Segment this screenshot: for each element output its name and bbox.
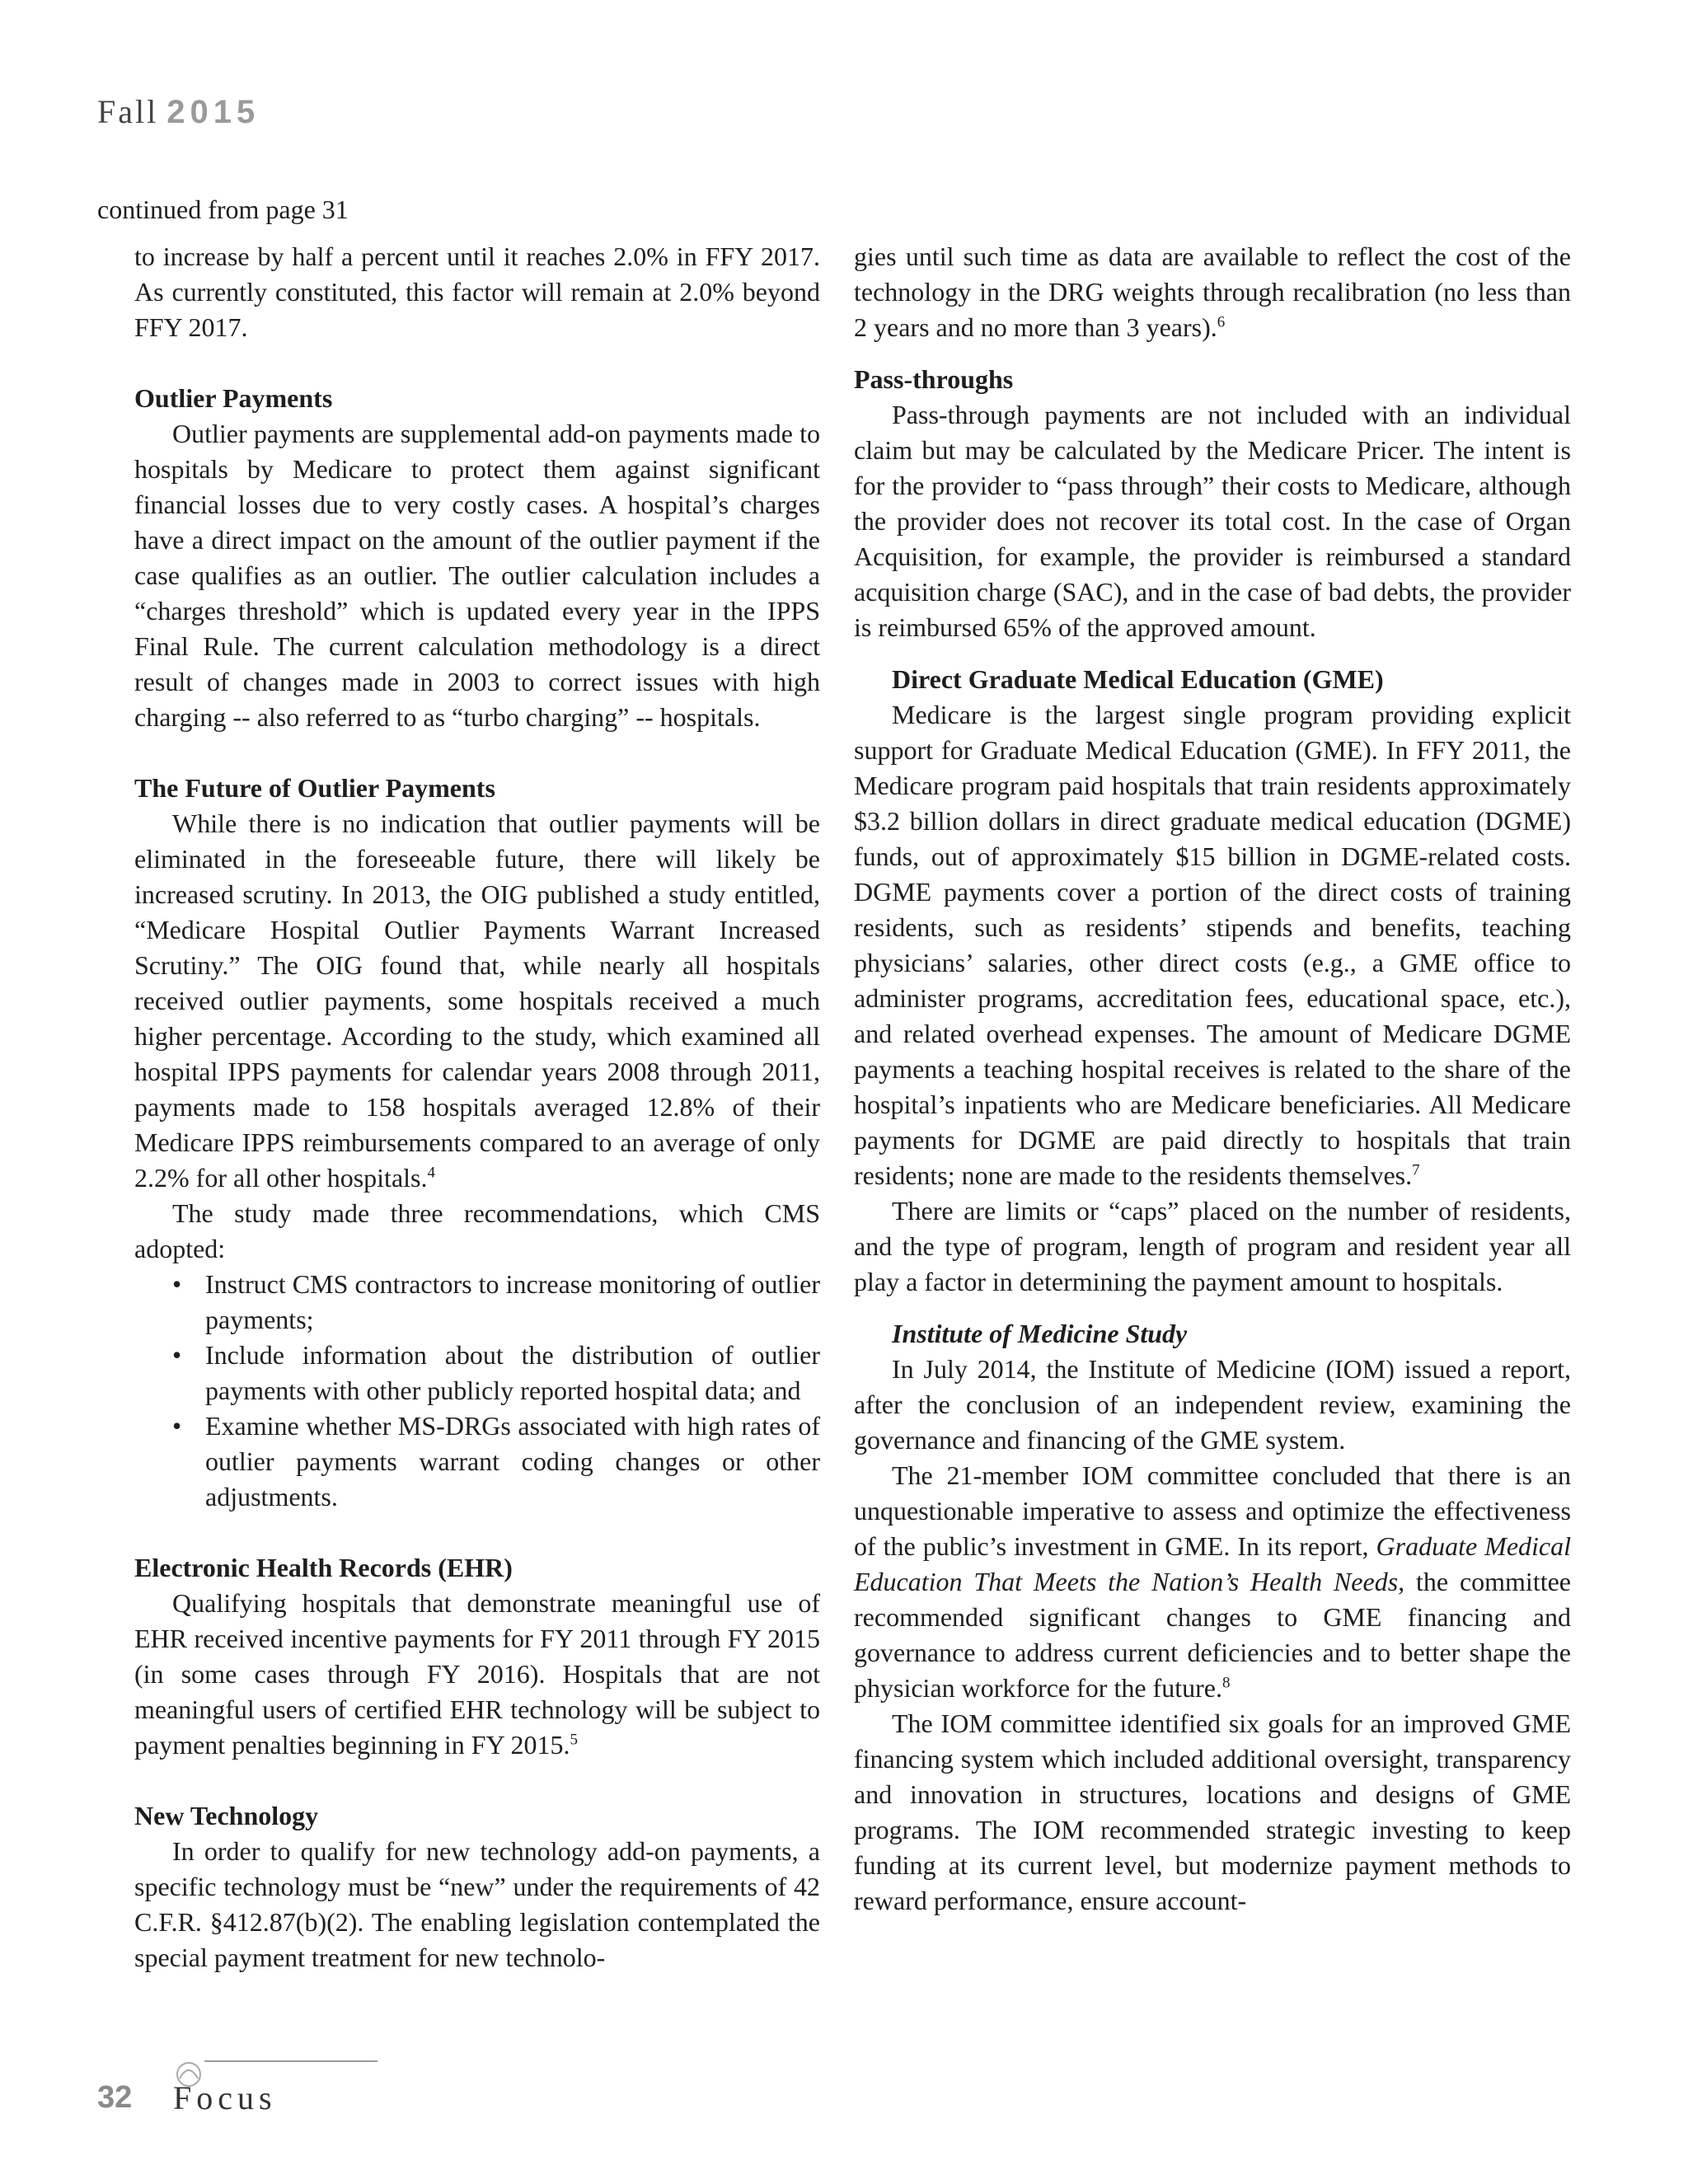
footnote-ref-6[interactable]: 6 xyxy=(1217,313,1226,331)
list-item: • Include information about the distribution of outlier payments with other publicly reported hospital data; and xyxy=(134,1338,820,1408)
footer-rule xyxy=(204,2060,377,2062)
page-number: 32 xyxy=(97,2080,133,2115)
list-item: • Examine whether MS-DRGs associated with high rates of outlier payments warrant coding changes or other adjustments. xyxy=(134,1408,820,1515)
heading-new-technology: New Technology xyxy=(134,1801,319,1830)
paragraph-iom-1: In July 2014, the Institute of Medicine (IOM) issued a report, after the conclusion of an independent review, examining the governance and financing of the GME system. xyxy=(854,1354,1571,1455)
running-header xyxy=(97,92,260,131)
paragraph-outlier-payments: Outlier payments are supplemental add-on payments made to hospitals by Medicare to protect them against significant financial losses due to very costly cases. A hospital’s charges have a direct impact on the amount of the outlier payment if the case qualifies as an outlier. The outlier calculation includes a “charges threshold” which is updated every year in the IPPS Final Rule. The current calculation methodology is a direct result of changes made in 2003 to correct issues with high charging -- also referred to as “turbo charging” -- hospitals. xyxy=(134,419,820,732)
paragraph-gme-2: There are limits or “caps” placed on the number of residents, and the type of program, length of program and resident year all play a factor in determining the payment amount to hospitals. xyxy=(854,1196,1571,1296)
header-year: 2015 xyxy=(166,94,260,130)
paragraph-study-recommendations: The study made three recommendations, which CMS adopted: xyxy=(134,1198,820,1263)
heading-direct-gme: Direct Graduate Medical Education (GME) xyxy=(892,664,1384,694)
right-column xyxy=(854,239,1571,1919)
paragraph-gme-1: Medicare is the largest single program providing explicit support for Graduate Medical Education (GME). In FFY 2011, the Medicare program paid hospitals that train residents approximately $3.2 billion dollars in direct graduate medical education (DGME) funds, out of approximately $15 billion in DGME-related costs. DGME payments cover a portion of the direct costs of training residents, such as residents’ stipends and benefits, teaching physicians’ salaries, other direct costs (e.g., a GME office to administer programs, accreditation fees, educational space, etc.), and related overhead expenses. The amount of Medicare DGME payments a teaching hospital receives is related to the share of the hospital’s inpatients who are Medicare beneficiaries. All Medicare payments for DGME are paid directly to hospitals that train residents; none are made to the residents themselves.$^7$ xyxy=(854,700,1571,1190)
footnote-ref-8[interactable]: 8 xyxy=(1221,1674,1231,1692)
paragraph-pass-throughs: Pass-through payments are not included with an individual claim but may be calculated by the Medicare Pricer. The intent is for the provider to “pass through” their costs to Medicare, although the provider does not recover its total cost. In the case of Organ Acquisition, for example, the provider is reimbursed a standard acquisition charge (SAC), and in the case of bad debts, the provider is reimbursed 65% of the approved amount. xyxy=(854,400,1571,642)
heading-future-outlier: The Future of Outlier Payments xyxy=(134,773,495,803)
recommendation-list xyxy=(134,1267,820,1515)
heading-outlier-payments: Outlier Payments xyxy=(134,383,333,413)
paragraph-future-outlier: While there is no indication that outlier payments will be eliminated in the foreseeable future, there will likely be increased scrutiny. In 2013, the OIG published a study entitled, “Medicare Hospital Outlier Payments Warrant Increased Scrutiny.” The OIG found that, while nearly all hospitals received outlier payments, some hospitals received a much higher percentage. According to the study, which examined all hospital IPPS payments for calendar years 2008 through 2011, payments made to 158 hospitals averaged 12.8% of their Medicare IPPS reimbursements compared to an average of only 2.2% for all other hospitals.$^4$ xyxy=(134,808,820,1193)
header-season: Fall xyxy=(97,93,159,130)
heading-pass-throughs: Pass-throughs xyxy=(854,364,1014,394)
list-item: • Instruct CMS contractors to increase monitoring of outlier payments; xyxy=(134,1267,820,1338)
report-title: Graduate Medical Education That Meets the Nation’s Health Needs, xyxy=(854,1531,1572,1596)
paragraph-iom-2: The 21-member IOM committee concluded that there is an unquestionable imperative to assess and optimize the effectiveness of the public’s investment in GME. In its report, Graduate Medical Education That Meets the Nation’s Health Needs, the committee recommended significant changes to GME financing and governance to address current deficiencies and to better shape the physician workforce for the future.$^8$ xyxy=(854,1460,1572,1703)
left-column xyxy=(134,239,820,1975)
left-intro-paragraph: to increase by half a percent until it reaches 2.0% in FFY 2017. As currently constituted, this factor will remain at 2.0% beyond FFY 2017. xyxy=(134,241,820,342)
footnote-ref-5[interactable]: 5 xyxy=(570,1731,579,1749)
heading-ehr: Electronic Health Records (EHR) xyxy=(134,1553,513,1582)
paragraph-new-technology: In order to qualify for new technology add-on payments, a specific technology must be “new” under the requirements of 42 C.F.R. §412.87(b)(2). The enabling legislation contemplated the special payment treatment for new technolo- xyxy=(134,1836,820,1972)
right-intro-paragraph: gies until such time as data are available to reflect the cost of the technology in the DRG weights through recalibration (no less than 2 years and no more than 3 years).$^6$ xyxy=(854,241,1571,342)
publication-name: Focus xyxy=(173,2079,277,2116)
paragraph-iom-3: The IOM committee identified six goals for an improved GME financing system which included additional oversight, transparency and innovation in structures, locations and designs of GME programs. The IOM recommended strategic investing to keep funding at its current level, but modernize payment methods to reward performance, ensure account- xyxy=(854,1708,1571,1915)
heading-iom-study: Institute of Medicine Study xyxy=(892,1319,1188,1348)
footnote-ref-4[interactable]: 4 xyxy=(427,1164,435,1182)
footnote-ref-7[interactable]: 7 xyxy=(1412,1161,1420,1179)
paragraph-ehr: Qualifying hospitals that demonstrate meaningful use of EHR received incentive payments for FY 2011 through FY 2015 (in some cases through FY 2016). Hospitals that are not meaningful users of certified EHR technology will be subject to payment penalties beginning in FY 2015.$^5$ xyxy=(134,1588,820,1760)
continued-note: continued from page 31 xyxy=(97,194,349,224)
